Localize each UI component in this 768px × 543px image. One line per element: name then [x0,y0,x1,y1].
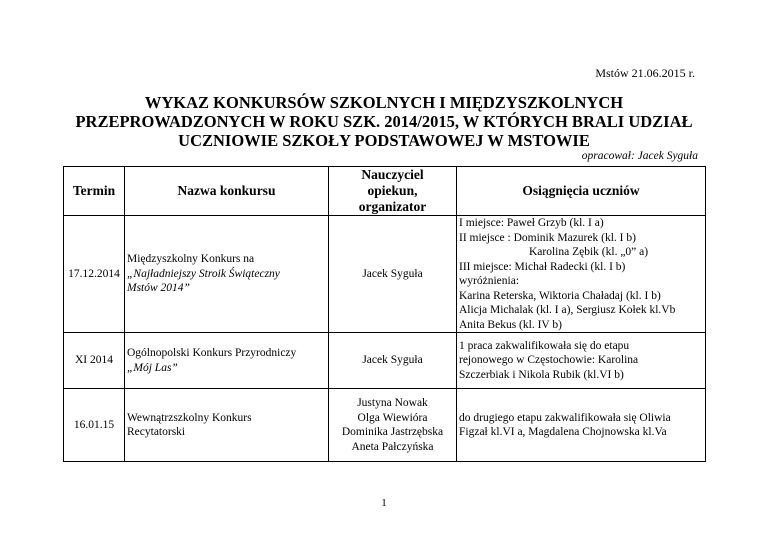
cell-teacher [329,333,457,389]
cell-achievements [457,333,706,389]
table-row [64,333,706,389]
achievement-line: II miejsce : Dominik Mazurek (kl. I b) [459,231,636,244]
achievement-line: I miejsce: Paweł Grzyb (kl. I a) [459,217,604,229]
name-line: Recytatorski [127,426,186,438]
cell-name [125,389,329,462]
achievement-line: 1 praca zakwalifikowała się do etapu [459,339,630,352]
title-line-1: WYKAZ KONKURSÓW SZKOLNYCH I MIĘDZYSZKOLNYCH [144,93,624,112]
prepared-by: opracował: Jacek Syguła [581,150,698,162]
table-header-row [64,167,706,216]
name-line: Mstów 2014” [127,282,190,295]
header-teacher-line: organizator [358,199,427,214]
competitions-table [63,166,706,462]
teacher-line: Dominika Jastrzębska [341,426,444,438]
achievement-line: rejonowego w Częstochowie: Karolina [459,354,639,367]
achievement-line: do drugiego etapu zakwalifikowała się Oliwia [459,411,671,424]
table-row [64,216,706,333]
achievement-line: Karina Reterska, Wiktoria Chaładaj (kl. I b) [459,289,661,302]
teacher-line: Jacek Syguła [362,267,423,280]
cell-achievements [457,389,706,462]
cell-achievements [457,216,706,333]
title-line-2: PRZEPROWADZONYCH W ROKU SZK. 2014/2015, W KTÓRYCH BRALI UDZIAŁ [75,112,693,131]
name-line: Międzyszkolny Konkurs na [127,253,255,266]
teacher-line: Jacek Syguła [362,354,423,367]
achievement-line: wyróżnienia: [459,275,520,287]
name-line: „Mój Las” [127,361,178,374]
achievement-line: Szczerbiak i Nikola Rubik (kl.VI b) [459,368,624,381]
teacher-line: Justyna Nowak [357,397,428,409]
achievement-line: Anita Bekus (kl. IV b) [459,318,562,331]
header-teacher-line: Nauczyciel [361,167,424,182]
header-achievements: Osiągnięcia uczniów [457,167,706,216]
name-line: Wewnątrzszkolny Konkurs [127,411,252,424]
achievement-line: Alicja Michalak (kl. I a), Sergiusz Kołek kl.Vb [459,304,676,316]
title-line-3: UCZNIOWIE SZKOŁY PODSTAWOWEJ W MSTOWIE [178,131,590,150]
cell-term: XI 2014 [64,333,125,389]
name-line: Ogólnopolski Konkurs Przyrodniczy [127,347,297,359]
cell-name [125,216,329,333]
cell-term: 16.01.15 [64,389,125,462]
cell-name [125,333,329,389]
page-number: 1 [381,497,387,509]
table-row [64,389,706,462]
cell-term: 17.12.2014 [64,216,125,333]
teacher-line: Olga Wiewióra [357,411,428,424]
document-title [0,93,768,150]
header-teacher [329,167,457,216]
cell-teacher [329,216,457,333]
header-name: Nazwa konkursu [125,167,329,216]
cell-teacher [329,389,457,462]
achievement-line: Figzał kl.VI a, Magdalena Chojnowska kl.Va [459,426,667,438]
header-teacher-line: opiekun, [367,183,418,198]
document-date: Mstów 21.06.2015 r. [595,66,695,80]
name-line: „Najładniejszy Stroik Świąteczny [127,267,280,280]
teacher-line: Aneta Pałczyńska [351,440,434,453]
achievement-line: III miejsce: Michał Radecki (kl. I b) [459,260,626,273]
header-term: Termin [64,167,125,216]
achievement-line: Karolina Zębik (kl. „0” a) [529,246,649,258]
